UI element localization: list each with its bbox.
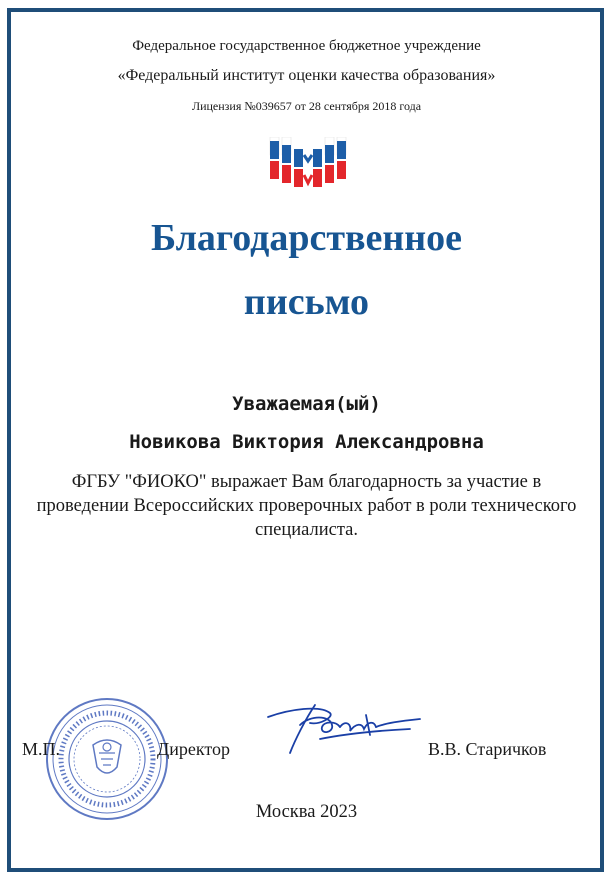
body-text: ФГБУ "ФИОКО" выражает Вам благодарность за участие в проведении Всероссийских проверочных работ в роли технического специалиста.	[36, 472, 577, 540]
license-line: Лицензия №039657 от 28 сентября 2018 года	[191, 99, 422, 113]
document-title-line-2: письмо	[243, 281, 370, 323]
recipient-name: Новикова Виктория Александровна	[129, 431, 484, 453]
director-position: Директор	[157, 739, 231, 759]
handwritten-signature-icon	[260, 695, 425, 760]
director-name: В.В. Старичков	[428, 739, 547, 759]
fioko-logo-icon	[268, 137, 348, 195]
city-year: Москва 2023	[255, 802, 358, 822]
document-title-line-1: Благодарственное	[150, 217, 463, 259]
greeting: Уважаемая(ый)	[232, 393, 381, 415]
organization-line-1: Федеральное государственное бюджетное учреждение	[132, 38, 481, 54]
mp-label: М.П.	[22, 739, 61, 759]
organization-line-2: «Федеральный институт оценки качества образования»	[117, 67, 496, 84]
